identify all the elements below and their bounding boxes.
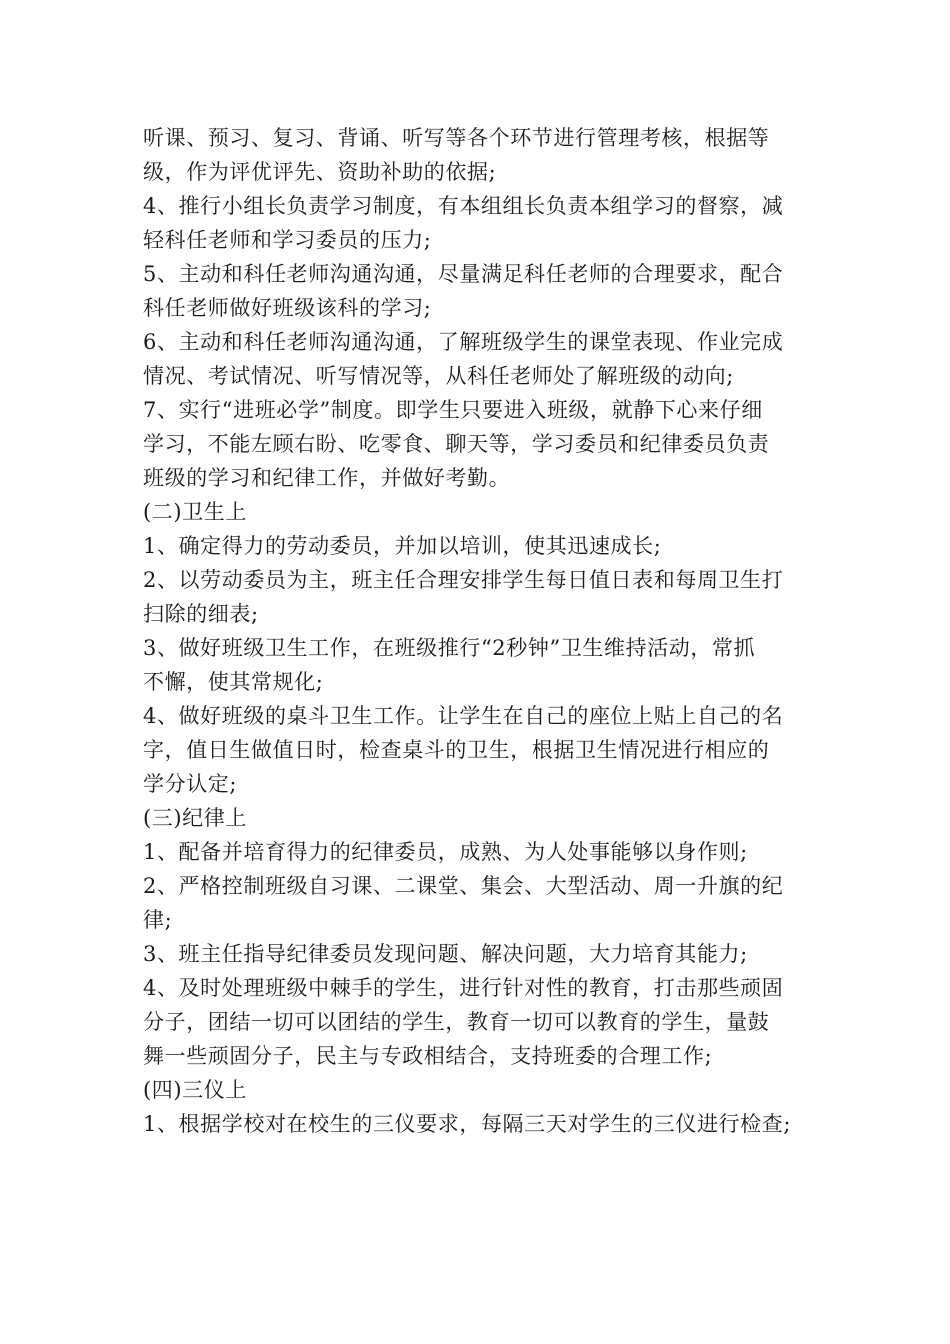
list-item: 5、主动和科任老师沟通沟通，尽量满足科任老师的合理要求，配合	[143, 262, 784, 286]
section-heading: (三)纪律上	[143, 806, 247, 830]
text-line: 学分认定;	[143, 772, 238, 796]
text-line: 扫除的细表;	[143, 602, 259, 626]
text-line: 字，值日生做值日时，检查桌斗的卫生，根据卫生情况进行相应的	[143, 738, 770, 762]
section-heading: (二)卫生上	[143, 500, 247, 524]
text-line: 情况、考试情况、听写情况等，从科任老师处了解班级的动向;	[143, 364, 734, 388]
list-item: 6、主动和科任老师沟通沟通，了解班级学生的课堂表现、作业完成	[143, 330, 784, 354]
list-item: 4、及时处理班级中棘手的学生，进行针对性的教育，打击那些顽固	[143, 976, 784, 1000]
list-item: 7、实行“进班必学”制度。即学生只要进入班级，就静下心来仔细	[143, 398, 763, 422]
text-line: 班级的学习和纪律工作，并做好考勤。	[143, 466, 511, 490]
text-line: 学习，不能左顾右盼、吃零食、聊天等，学习委员和纪律委员负责	[143, 432, 770, 456]
list-item: 3、班主任指导纪律委员发现问题、解决问题，大力培育其能力;	[143, 942, 748, 966]
list-item: 4、做好班级的桌斗卫生工作。让学生在自己的座位上贴上自己的名	[143, 704, 784, 728]
list-item: 3、做好班级卫生工作，在班级推行“2秒钟”卫生维持活动，常抓	[143, 636, 756, 660]
list-item: 1、确定得力的劳动委员，并加以培训，使其迅速成长;	[143, 534, 662, 558]
text-line: 轻科任老师和学习委员的压力;	[143, 228, 432, 252]
list-item: 1、根据学校对在校生的三仪要求，每隔三天对学生的三仪进行检查;	[143, 1112, 792, 1136]
list-item: 4、推行小组长负责学习制度，有本组组长负责本组学习的督察，减	[143, 194, 784, 218]
list-item: 2、以劳动委员为主，班主任合理安排学生每日值日表和每周卫生打	[143, 568, 784, 592]
document-body	[143, 121, 815, 1141]
text-line: 分子，团结一切可以团结的学生，教育一切可以教育的学生，量鼓	[143, 1010, 770, 1034]
text-line: 听课、预习、复习、背诵、听写等各个环节进行管理考核，根据等	[143, 126, 770, 150]
list-item: 2、严格控制班级自习课、二课堂、集会、大型活动、周一升旗的纪	[143, 874, 784, 898]
text-line: 舞一些顽固分子，民主与专政相结合，支持班委的合理工作;	[143, 1044, 713, 1068]
text-line: 律;	[143, 908, 173, 932]
text-line: 不懈，使其常规化;	[143, 670, 324, 694]
section-heading: (四)三仪上	[143, 1078, 247, 1102]
list-item: 1、配备并培育得力的纪律委员，成熟、为人处事能够以身作则;	[143, 840, 748, 864]
text-line: 级，作为评优评先、资助补助的依据;	[143, 160, 497, 184]
text-line: 科任老师做好班级该科的学习;	[143, 296, 432, 320]
